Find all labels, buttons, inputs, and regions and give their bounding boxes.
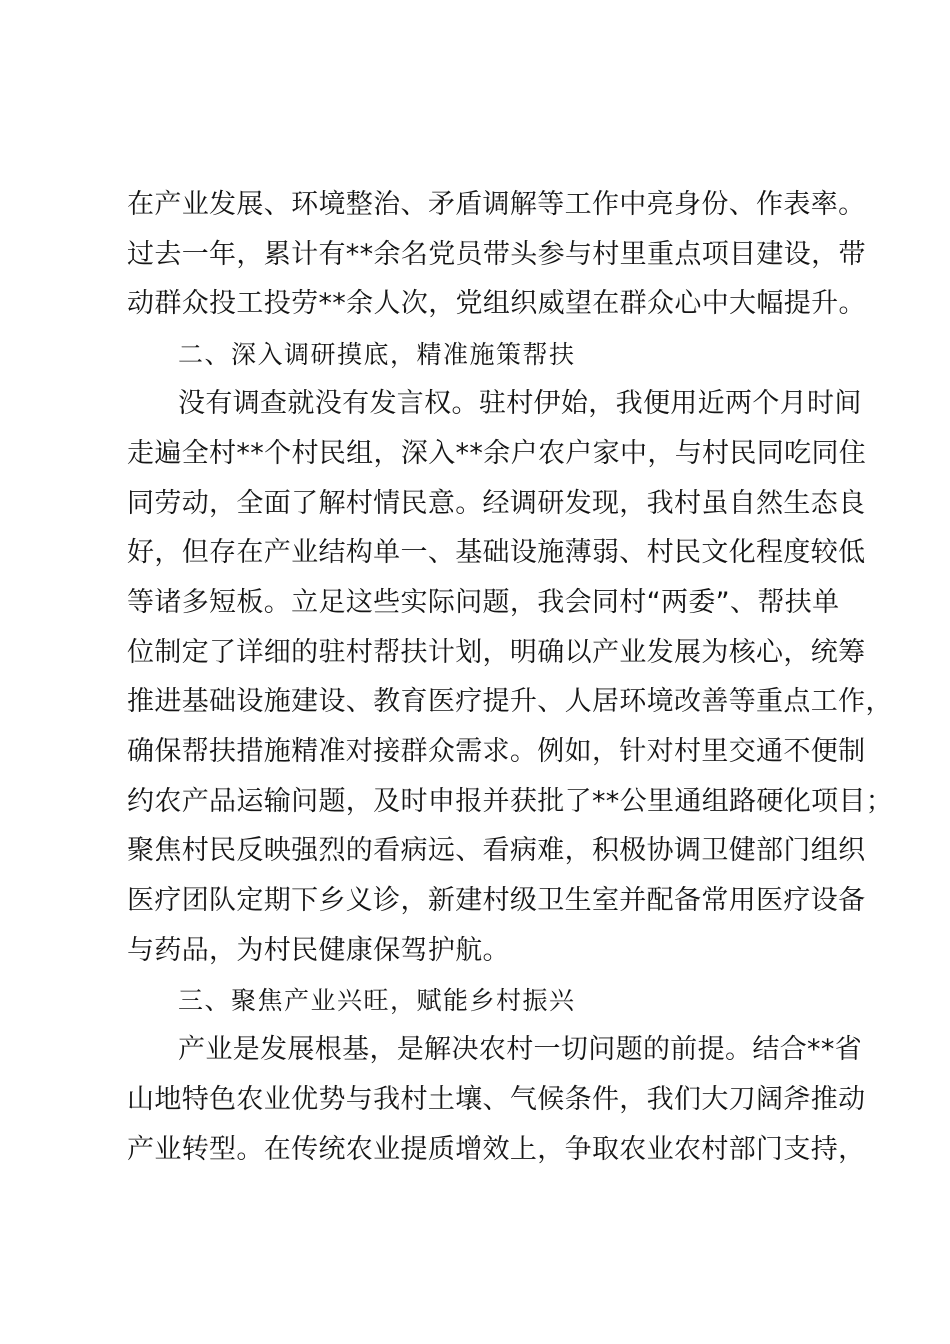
- paragraph-line: 在产业发展、环境整治、矛盾调解等工作中亮身份、作表率。: [127, 189, 866, 220]
- paragraph-line: 聚焦村民反映强烈的看病远、看病难，积极协调卫健部门组织: [127, 835, 866, 866]
- paragraph-line: 推进基础设施建设、教育医疗提升、人居环境改善等重点工作，: [127, 686, 893, 717]
- paragraph-line: 位制定了详细的驻村帮扶计划，明确以产业发展为核心，统筹: [127, 637, 866, 668]
- paragraph-line: 约农产品运输问题，及时申报并获批了**公里通组路硬化项目；: [127, 786, 894, 817]
- section-heading: 二、深入调研摸底，精准施策帮扶: [178, 340, 576, 369]
- paragraph-line: 与药品，为村民健康保驾护航。: [127, 935, 510, 966]
- paragraph-line: 产业转型。在传统农业提质增效上，争取农业农村部门支持，: [127, 1134, 866, 1165]
- paragraph-line: 动群众投工投劳**余人次，党组织威望在群众心中大幅提升。: [127, 288, 866, 319]
- paragraph-line: 确保帮扶措施精准对接群众需求。例如，针对村里交通不便制: [127, 736, 866, 767]
- paragraph-line: 没有调查就没有发言权。驻村伊始，我便用近两个月时间: [178, 388, 862, 419]
- paragraph-line: 医疗团队定期下乡义诊，新建村级卫生室并配备常用医疗设备: [127, 885, 866, 916]
- paragraph-line: 同劳动，全面了解村情民意。经调研发现，我村虽自然生态良: [127, 488, 866, 519]
- paragraph-line: 等诸多短板。立足这些实际问题，我会同村“两委”、帮扶单: [127, 587, 840, 618]
- section-heading: 三、聚焦产业兴旺，赋能乡村振兴: [178, 986, 576, 1015]
- paragraph-line: 过去一年，累计有**余名党员带头参与村里重点项目建设，带: [127, 239, 866, 270]
- paragraph-line: 产业是发展根基，是解决农村一切问题的前提。结合**省: [178, 1034, 863, 1065]
- paragraph-line: 山地特色农业优势与我村土壤、气候条件，我们大刀阔斧推动: [127, 1084, 866, 1115]
- paragraph-line: 好，但存在产业结构单一、基础设施薄弱、村民文化程度较低: [127, 537, 866, 568]
- paragraph-line: 走遍全村**个村民组，深入**余户农户家中，与村民同吃同住: [127, 438, 867, 469]
